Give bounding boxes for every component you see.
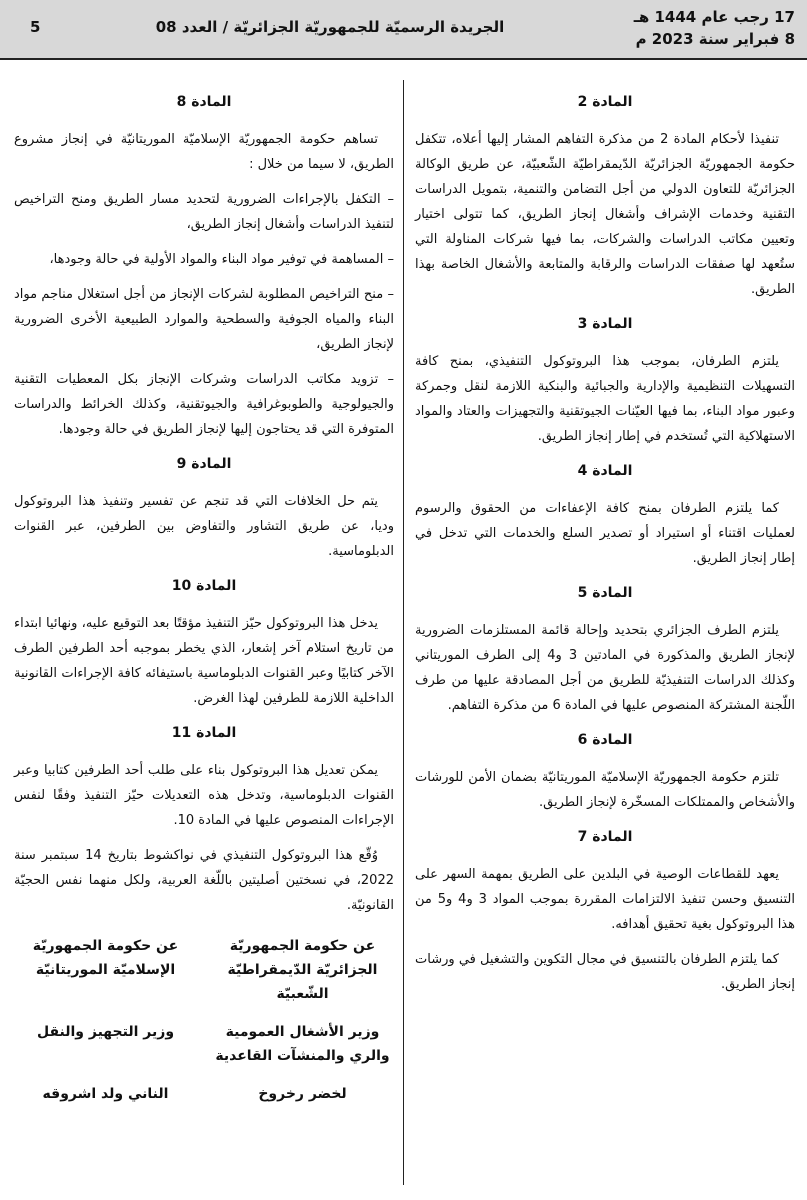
article-title: المادة 4 xyxy=(577,463,633,479)
article-paragraph: يعهد للقطاعات الوصية في البلدين على الطريق بمهمة السهر على التنسيق وحسن تنفيذ الالتزامات المقررة بموجب المواد 3 و4 و5 من هذا البروتوكول بغية تحقيق أهدافه. xyxy=(415,867,795,932)
article-paragraph: تنفيذا لأحكام المادة 2 من مذكرة التفاهم المشار إليها أعلاه، تتكفل حكومة الجمهوريّة الجزائريّة الدّيمقراطيّة الشّعبيّة، عن طريق الوكالة الجزائريّة للتعاون الدولي من أجل التضامن والتنمية، بتمويل الدراسات التقنية وخدمات الإشراف وأشغال إنجاز الطريق، كما تتولى اختيار وتعيين مكاتب الدراسات والشركات، بما فيها شركات المناولة التي ستُعهد لها صفقات الدراسات والرقابة والمتابعة والأشغال الخاصة بهذا الطريق. xyxy=(415,132,795,297)
article xyxy=(14,574,394,711)
article-title: المادة 2 xyxy=(577,94,633,110)
date-hijri: 17 رجب عام 1444 هـ xyxy=(633,8,795,26)
gazette-title: الجريدة الرسميّة للجمهوريّة الجزائريّة / العدد 08 xyxy=(155,18,505,36)
article-paragraph: كما يلتزم الطرفان بالتنسيق في مجال التكوين والتشغيل في ورشات إنجاز الطريق. xyxy=(415,952,795,992)
article-title: المادة 6 xyxy=(577,732,633,748)
article-paragraph: – التكفل بالإجراءات الضرورية لتحديد مسار الطريق ومنح التراخيص لتنفيذ الدراسات وأشغال إنجاز الطريق، xyxy=(14,192,394,232)
column-divider xyxy=(403,80,404,1185)
signature-algeria-name: لخضر رخروخ xyxy=(258,1086,347,1102)
signature-mauritania-name: الناني ولد اشروقه xyxy=(42,1086,169,1102)
article-paragraph: يلتزم الطرفان، بموجب هذا البروتوكول التنفيذي، بمنح كافة التسهيلات التنظيمية والإدارية والجبائية والبنكية اللازمة لنقل وجمركة وعبور مواد البناء، بما فيها العيّنات الجيوتقنية والتجهيزات والعتاد والمواد الاستهلاكية التي تُستخدم في إطار إنجاز الطريق. xyxy=(415,354,795,444)
page-header xyxy=(0,0,807,60)
article-paragraph: – تزويد مكاتب الدراسات وشركات الإنجاز بكل المعطيات التقنية والجيولوجية والطوبوغرافية والجيوتقنية، وكذلك الخرائط والدراسات المتوفرة التي قد يحتاجون إليها لإنجاز الطريق في حالة وجودها. xyxy=(14,372,394,437)
article-title: المادة 5 xyxy=(577,585,633,601)
article-paragraph: وُقّع هذا البروتوكول التنفيذي في نواكشوط بتاريخ 14 سبتمبر سنة 2022، في نسختين أصليتين باللّغة العربية، ولكل منهما نفس الحجيّة القانونيّة. xyxy=(14,848,394,913)
article xyxy=(415,312,795,449)
article-title: المادة 9 xyxy=(176,456,232,472)
left-column xyxy=(14,80,394,1106)
article-title: المادة 11 xyxy=(171,725,237,741)
signatures xyxy=(14,934,394,1106)
article-title: المادة 7 xyxy=(577,829,633,845)
signature-mauritania-minister: وزير التجهيز والنقل xyxy=(36,1024,175,1040)
page-number: 5 xyxy=(30,18,41,36)
article xyxy=(415,90,795,302)
signature-algeria-gov: عن حكومة الجمهوريّة الجزائريّة الدّيمقراطيّة الشّعبيّة xyxy=(227,938,378,1002)
article-paragraph: تساهم حكومة الجمهوريّة الإسلاميّة الموريتانيّة في إنجاز مشروع الطريق، لا سيما من خلال : xyxy=(14,132,394,172)
article-paragraph: يتم حل الخلافات التي قد تنجم عن تفسير وتنفيذ هذا البروتوكول وديا، عن طريق التشاور والتفاوض بين الطرفين، عبر القنوات الدبلوماسية. xyxy=(14,494,394,559)
article-title: المادة 3 xyxy=(577,316,633,332)
left-column-articles xyxy=(14,90,394,918)
date-gregorian: 8 فبراير سنة 2023 م xyxy=(635,30,795,48)
header-dates xyxy=(625,6,795,50)
article xyxy=(415,581,795,718)
article xyxy=(14,90,394,442)
article xyxy=(415,459,795,571)
signature-mauritania-gov: عن حكومة الجمهوريّة الإسلاميّة الموريتانيّة xyxy=(32,938,179,978)
article-paragraph: يمكن تعديل هذا البروتوكول بناء على طلب أحد الطرفين كتابيا وعبر القنوات الدبلوماسية، وتدخل هذه التعديلات حيّز التنفيذ وفقًا لنفس الإجراءات المنصوص عليها في المادة 10. xyxy=(14,763,394,828)
right-column xyxy=(415,80,795,1007)
article-paragraph: يدخل هذا البروتوكول حيّز التنفيذ مؤقتًا بعد التوقيع عليه، ونهائيا ابتداء من تاريخ استلام آخر إشعار، الذي يخطر بموجبه أحد الطرفين الطرف الآخر كتابيًا وعبر القنوات الدبلوماسية باستيفائه كافة الإجراءات القانونية الداخلية اللازمة للطرفين لهذا الغرض. xyxy=(14,616,394,706)
article-paragraph: يلتزم الطرف الجزائري بتحديد وإحالة قائمة المستلزمات الضرورية لإنجاز الطريق والمذكورة في المادتين 3 و4 إلى الطرف الموريتاني وكذلك الدراسات التنفيذيّة للطريق من أجل المصادقة عليها من طرف اللّجنة المشتركة المنصوص عليها في المادة 6 من مذكرة التفاهم. xyxy=(415,623,796,713)
article-paragraph: تلتزم حكومة الجمهوريّة الإسلاميّة الموريتانيّة بضمان الأمن للورشات والأشخاص والممتلكات المسخّرة لإنجاز الطريق. xyxy=(415,770,795,810)
article xyxy=(14,721,394,918)
article xyxy=(415,825,795,997)
article xyxy=(415,728,795,815)
article-paragraph: كما يلتزم الطرفان بمنح كافة الإعفاءات من الحقوق والرسوم لعمليات اقتناء أو استيراد أو تصدير السلع والخدمات التي تدخل في إطار إنجاز الطريق. xyxy=(415,501,795,566)
article-paragraph: – المساهمة في توفير مواد البناء والمواد الأولية في حالة وجودها، xyxy=(49,252,394,267)
article-title: المادة 10 xyxy=(171,578,237,594)
signature-algeria-minister: وزير الأشغال العمومية والري والمنشآت القاعدية xyxy=(215,1024,390,1064)
article xyxy=(14,452,394,564)
article-title: المادة 8 xyxy=(176,94,232,110)
article-paragraph: – منح التراخيص المطلوبة لشركات الإنجاز من أجل استغلال مناجم مواد البناء والمياه الجوفية والسطحية والموارد الطبيعية الأخرى الضرورية لإنجاز الطريق، xyxy=(14,287,394,352)
